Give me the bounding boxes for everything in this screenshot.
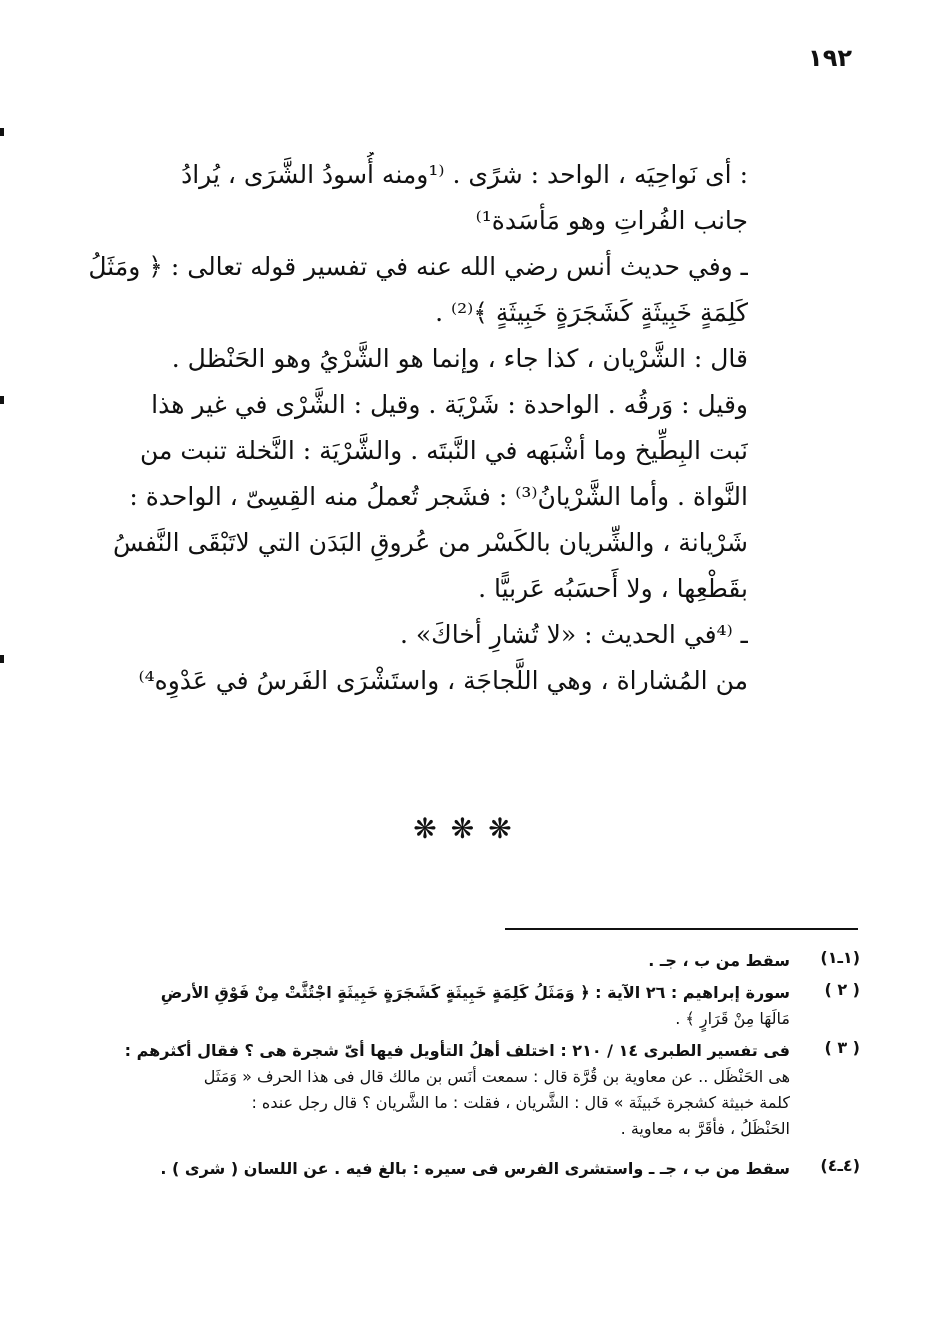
footnote-item bbox=[108, 980, 860, 1032]
main-text-line: : أى نَواحِيَه ، الواحد : شرًى . ⁽¹ومنه أُسودُ الشَّرَى ، يُرادُ bbox=[181, 160, 748, 189]
footnote-item bbox=[108, 1156, 860, 1182]
footnote-marker: (١ـ١) bbox=[820, 948, 860, 967]
footnote-line: سقط من ب ، جـ . bbox=[648, 951, 790, 970]
main-text-line: النَّواة . وأما الشَّرْيانُ⁽³⁾ : فشَجر تُعملُ منه القِسِىّ ، الواحدة : bbox=[129, 482, 748, 511]
main-text-line: بقَطْعِها ، ولا أَحسَبُه عَربيًّا . bbox=[478, 574, 748, 603]
main-text-line: من المُشاراة ، وهي اللَّجاجَة ، واستَشْرَى الفَرسُ في عَدْوِه⁴⁾ bbox=[138, 666, 748, 695]
main-text-line: ـ وفي حديث أنس رضي الله عنه في تفسير قوله تعالى : ﴿ ومَثَلُ bbox=[88, 252, 748, 281]
page-number: ١٩٢ bbox=[808, 44, 852, 72]
footnotes-block bbox=[108, 948, 860, 1188]
main-text-block bbox=[88, 152, 748, 704]
footnote-item bbox=[108, 1038, 860, 1142]
main-text-line: قال : الشَّرْيان ، كذا جاء ، وإنما هو الشَّرْيُ وهو الحَنْظل . bbox=[171, 344, 748, 373]
footnote-line: مَالَهَا مِنْ قَرَارٍ ﴾ . bbox=[675, 1009, 790, 1028]
footnote-item bbox=[108, 948, 860, 974]
footnote-line: فى تفسير الطبرى ١٤ / ٢١٠ : اختلف أهلُ التأويل فيها أىّ شجرة هى ؟ فقال أكثرهم : bbox=[124, 1041, 790, 1060]
footnote-divider bbox=[505, 928, 858, 930]
main-text-line: شَرْيانة ، والشِّريان بالكَسْر من عُروقِ البَدَن التي لاتَبْقَى النَّفسُ bbox=[112, 528, 748, 557]
main-text-line: وقيل : وَرقُه . الواحدة : شَرْيَة . وقيل : الشَّرْى في غير هذا bbox=[151, 390, 748, 419]
footnote-marker: (٤ـ٤) bbox=[820, 1156, 860, 1175]
footnote-line: كلمة خبيثة كشجرة خَبيثَة » قال : الشَّريان ، فقلت : ما الشَّريان ؟ قال رجل عنده : bbox=[251, 1093, 790, 1112]
main-text-line: كَلِمَةٍ خَبِيثَةٍ كَشَجَرَةٍ خَبِيثَةٍ ﴾⁽²⁾ . bbox=[435, 298, 748, 327]
footnote-marker: ( ٢ ) bbox=[824, 980, 860, 999]
main-text-line: نَبت البِطِّيخ وما أشْبَهه في النَّبتَه . والشَّرْيَة : النَّخلة تنبت من bbox=[140, 436, 748, 465]
main-text-line: ـ ⁽⁴في الحديث : «لا تُشارِ أخاكَ» . bbox=[399, 620, 748, 649]
footnote-line: الحَنْظَلُ ، فأقَرَّ به معاوية . bbox=[620, 1119, 790, 1138]
margin-mark bbox=[0, 655, 4, 663]
footnote-line: هى الحَنْظَل .. عن معاوية بن قُرَّة قال : سمعت أنَس بن مالك قال فى هذا الحرف « وَمَثَل bbox=[203, 1067, 790, 1086]
footnote-marker: ( ٣ ) bbox=[824, 1038, 860, 1057]
margin-mark bbox=[0, 396, 4, 404]
footnote-line: سقط من ب ، جـ ـ واستشرى الفرس فى سيره : بالغ فيه . عن اللسان ( شرى ) . bbox=[160, 1159, 790, 1178]
main-text-line: جانب الفُراتِ وهو مَأسَدة¹⁾ bbox=[475, 206, 748, 235]
footnote-line: سورة إبراهيم : ٢٦ الآية : ﴿ وَمَثَلُ كَلِمَةٍ خَبِيثَةٍ كَشَجَرَةٍ خَبِيثَةٍ اجْتُثَّتْ مِنْ فَوْقِ الأرضِ bbox=[160, 983, 790, 1002]
section-separator: ❋❋❋ bbox=[413, 812, 526, 845]
margin-mark bbox=[0, 128, 4, 136]
